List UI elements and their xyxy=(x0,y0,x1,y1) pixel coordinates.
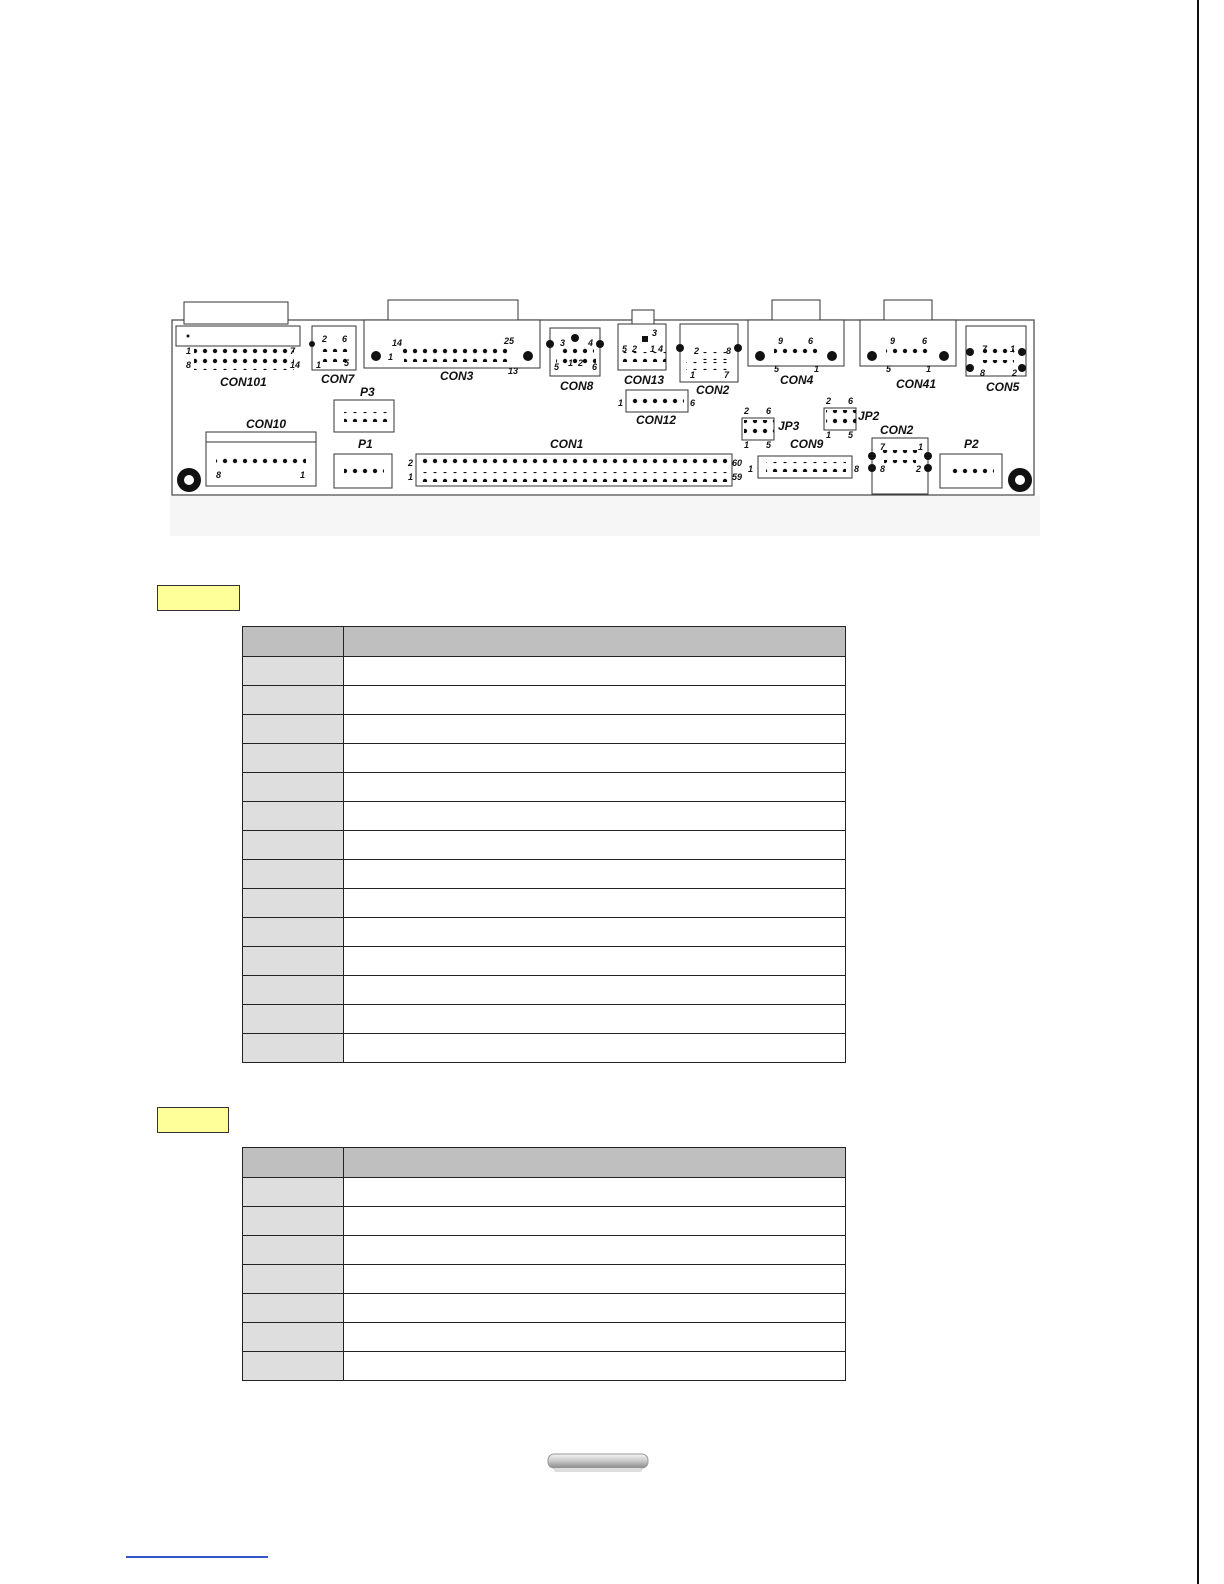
table-row xyxy=(243,860,846,889)
con9-label: CON9 xyxy=(790,437,824,451)
table-row xyxy=(243,802,846,831)
svg-text:6: 6 xyxy=(592,362,598,372)
table-row xyxy=(243,831,846,860)
svg-text:9: 9 xyxy=(890,336,896,346)
svg-text:6: 6 xyxy=(808,336,814,346)
svg-text:2: 2 xyxy=(916,464,922,474)
svg-text:2: 2 xyxy=(578,358,584,368)
svg-text:1: 1 xyxy=(690,370,696,380)
svg-text:60: 60 xyxy=(732,458,743,468)
con7-label: CON7 xyxy=(321,372,355,386)
jp3-label: JP3 xyxy=(778,419,800,433)
svg-text:2: 2 xyxy=(1012,368,1018,378)
con1-label: CON1 xyxy=(550,437,584,451)
svg-text:2: 2 xyxy=(694,346,700,356)
svg-text:4: 4 xyxy=(588,338,594,348)
svg-text:25: 25 xyxy=(504,336,515,346)
svg-text:14: 14 xyxy=(392,338,403,348)
footer-link-underline[interactable] xyxy=(126,1556,268,1558)
con2-bottom-label: CON2 xyxy=(880,423,914,437)
table-row xyxy=(243,744,846,773)
table-row xyxy=(243,657,846,686)
spec-table-1 xyxy=(242,626,846,1063)
svg-text:1: 1 xyxy=(814,364,820,374)
svg-text:5: 5 xyxy=(886,364,892,374)
svg-text:1: 1 xyxy=(918,442,924,452)
con10-label: CON10 xyxy=(246,417,287,431)
svg-text:8: 8 xyxy=(854,464,860,474)
table-row xyxy=(243,1265,846,1294)
svg-text:4: 4 xyxy=(658,344,664,354)
table-row xyxy=(243,1236,846,1265)
table-header-cell xyxy=(344,1148,846,1178)
table-row xyxy=(243,1352,846,1381)
table-row xyxy=(243,947,846,976)
svg-text:5: 5 xyxy=(554,362,560,372)
svg-text:6: 6 xyxy=(848,396,854,406)
svg-text:7: 7 xyxy=(724,370,730,380)
spec-table-2 xyxy=(242,1147,846,1381)
svg-text:1: 1 xyxy=(388,352,394,362)
table-row xyxy=(243,1323,846,1352)
con101-label: CON101 xyxy=(220,375,267,389)
con8-label: CON8 xyxy=(560,379,594,393)
svg-text:8: 8 xyxy=(880,464,886,474)
svg-text:1: 1 xyxy=(650,344,656,354)
table-header-row xyxy=(243,627,846,657)
p3-label: P3 xyxy=(360,385,375,399)
table-row xyxy=(243,918,846,947)
mounting-hole-right xyxy=(1008,468,1032,492)
svg-text:5: 5 xyxy=(774,364,780,374)
board-connector-diagram xyxy=(160,296,1050,542)
svg-text:8: 8 xyxy=(216,470,222,480)
svg-text:8: 8 xyxy=(726,346,732,356)
svg-text:1: 1 xyxy=(926,364,932,374)
svg-text:13: 13 xyxy=(508,366,519,376)
table-row xyxy=(243,889,846,918)
svg-text:3: 3 xyxy=(560,338,566,348)
svg-text:5: 5 xyxy=(766,440,772,450)
svg-text:5: 5 xyxy=(848,430,854,440)
svg-text:2: 2 xyxy=(632,344,638,354)
table-row xyxy=(243,1005,846,1034)
con5-label: CON5 xyxy=(986,380,1020,394)
svg-text:2: 2 xyxy=(322,334,328,344)
svg-text:2: 2 xyxy=(826,396,832,406)
table-body-2 xyxy=(243,1178,846,1381)
con12-label: CON12 xyxy=(636,413,677,427)
table-body-1 xyxy=(243,657,846,1063)
svg-text:1: 1 xyxy=(826,430,832,440)
svg-text:1: 1 xyxy=(568,358,574,368)
page-edge-rule xyxy=(1197,0,1199,1584)
svg-text:1: 1 xyxy=(316,360,322,370)
svg-text:8: 8 xyxy=(980,368,986,378)
table-row xyxy=(243,686,846,715)
svg-text:2: 2 xyxy=(744,406,750,416)
section-highlight-2 xyxy=(157,1107,229,1133)
table-row xyxy=(243,976,846,1005)
con2-top-label: CON2 xyxy=(696,383,730,397)
svg-text:6: 6 xyxy=(342,334,348,344)
svg-text:7: 7 xyxy=(880,442,886,452)
con3-label: CON3 xyxy=(440,369,474,383)
svg-text:9: 9 xyxy=(778,336,784,346)
table-header-cell xyxy=(243,627,344,657)
table-row xyxy=(243,1207,846,1236)
svg-text:5: 5 xyxy=(622,344,628,354)
svg-text:7: 7 xyxy=(982,344,988,354)
table-row xyxy=(243,1034,846,1063)
p2-label: P2 xyxy=(964,437,979,451)
svg-text:6: 6 xyxy=(922,336,928,346)
svg-text:59: 59 xyxy=(732,472,743,482)
table-row xyxy=(243,1294,846,1323)
svg-text:3: 3 xyxy=(652,328,658,338)
mounting-hole-left xyxy=(177,468,201,492)
table-row xyxy=(243,773,846,802)
svg-text:7: 7 xyxy=(290,346,296,356)
svg-text:1: 1 xyxy=(1010,344,1016,354)
svg-text:1: 1 xyxy=(408,472,414,482)
con4-label: CON4 xyxy=(780,373,814,387)
svg-text:6: 6 xyxy=(766,406,772,416)
table-header-cell xyxy=(344,627,846,657)
svg-text:2: 2 xyxy=(408,458,414,468)
svg-text:1: 1 xyxy=(300,470,306,480)
svg-text:1: 1 xyxy=(618,398,624,408)
svg-text:14: 14 xyxy=(290,360,301,370)
svg-text:6: 6 xyxy=(690,398,696,408)
section-highlight-1 xyxy=(157,585,240,611)
svg-text:1: 1 xyxy=(186,346,192,356)
table-header-row xyxy=(243,1148,846,1178)
svg-text:1: 1 xyxy=(744,440,750,450)
con13-label: CON13 xyxy=(624,373,665,387)
table-row xyxy=(243,1178,846,1207)
table-header-cell xyxy=(243,1148,344,1178)
table-row xyxy=(243,715,846,744)
svg-text:8: 8 xyxy=(186,360,192,370)
svg-text:1: 1 xyxy=(748,464,754,474)
svg-text:5: 5 xyxy=(344,358,350,368)
jp2-label: JP2 xyxy=(858,409,880,423)
con41-label: CON41 xyxy=(896,377,937,391)
p1-label: P1 xyxy=(358,437,373,451)
page-tab-icon xyxy=(546,1452,650,1476)
